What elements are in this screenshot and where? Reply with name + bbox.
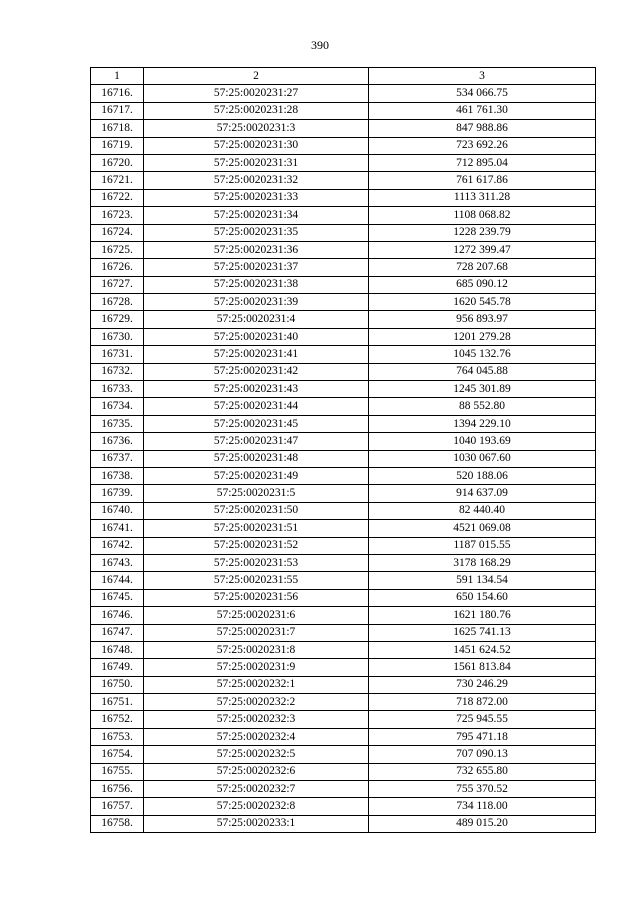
- table-row: [91, 154, 596, 171]
- value-cell: 1621 180.76: [369, 607, 596, 624]
- table-row: [91, 659, 596, 676]
- cadastral-number-cell: 57:25:0020232:5: [144, 746, 369, 763]
- value-cell: 4521 069.08: [369, 520, 596, 537]
- row-number-cell: 16748.: [91, 641, 144, 658]
- value-cell: 1228 239.79: [369, 224, 596, 241]
- table-row: [91, 589, 596, 606]
- cadastral-number-cell: 57:25:0020231:42: [144, 363, 369, 380]
- column-header-number: 1: [91, 68, 144, 85]
- cadastral-number-cell: 57:25:0020231:39: [144, 294, 369, 311]
- row-number-cell: 16737.: [91, 450, 144, 467]
- table-row: [91, 728, 596, 745]
- row-number-cell: 16747.: [91, 624, 144, 641]
- row-number-cell: 16741.: [91, 520, 144, 537]
- cadastral-number-cell: 57:25:0020231:44: [144, 398, 369, 415]
- value-cell: 534 066.75: [369, 85, 596, 102]
- cadastral-number-cell: 57:25:0020231:33: [144, 189, 369, 206]
- cadastral-number-cell: 57:25:0020231:40: [144, 328, 369, 345]
- table-row: [91, 781, 596, 798]
- value-cell: 1272 399.47: [369, 241, 596, 258]
- registry-table: [90, 67, 596, 833]
- value-cell: 1187 015.55: [369, 537, 596, 554]
- table-row: [91, 172, 596, 189]
- value-cell: 730 246.29: [369, 676, 596, 693]
- cadastral-number-cell: 57:25:0020231:34: [144, 207, 369, 224]
- table-row: [91, 398, 596, 415]
- cadastral-number-cell: 57:25:0020231:53: [144, 554, 369, 571]
- value-cell: 685 090.12: [369, 276, 596, 293]
- cadastral-number-cell: 57:25:0020231:51: [144, 520, 369, 537]
- value-cell: 3178 168.29: [369, 554, 596, 571]
- table-row: [91, 363, 596, 380]
- table-body: [91, 85, 596, 833]
- value-cell: 707 090.13: [369, 746, 596, 763]
- value-cell: 1245 301.89: [369, 381, 596, 398]
- table-row: [91, 711, 596, 728]
- table-row: [91, 311, 596, 328]
- row-number-cell: 16728.: [91, 294, 144, 311]
- value-cell: 461 761.30: [369, 102, 596, 119]
- table-row: [91, 641, 596, 658]
- row-number-cell: 16733.: [91, 381, 144, 398]
- value-cell: 956 893.97: [369, 311, 596, 328]
- table-row: [91, 207, 596, 224]
- cadastral-number-cell: 57:25:0020231:47: [144, 433, 369, 450]
- row-number-cell: 16745.: [91, 589, 144, 606]
- table-row: [91, 241, 596, 258]
- row-number-cell: 16756.: [91, 781, 144, 798]
- cadastral-number-cell: 57:25:0020231:55: [144, 572, 369, 589]
- table-header-row: [91, 68, 596, 85]
- table-row: [91, 102, 596, 119]
- value-cell: 1040 193.69: [369, 433, 596, 450]
- row-number-cell: 16754.: [91, 746, 144, 763]
- cadastral-number-cell: 57:25:0020231:50: [144, 502, 369, 519]
- cadastral-number-cell: 57:25:0020231:36: [144, 241, 369, 258]
- row-number-cell: 16717.: [91, 102, 144, 119]
- table-row: [91, 467, 596, 484]
- row-number-cell: 16755.: [91, 763, 144, 780]
- cadastral-number-cell: 57:25:0020231:56: [144, 589, 369, 606]
- value-cell: 723 692.26: [369, 137, 596, 154]
- table-row: [91, 224, 596, 241]
- value-cell: 1030 067.60: [369, 450, 596, 467]
- cadastral-number-cell: 57:25:0020231:32: [144, 172, 369, 189]
- table-row: [91, 520, 596, 537]
- table-row: [91, 624, 596, 641]
- table-row: [91, 554, 596, 571]
- row-number-cell: 16724.: [91, 224, 144, 241]
- value-cell: 1394 229.10: [369, 415, 596, 432]
- row-number-cell: 16750.: [91, 676, 144, 693]
- cadastral-number-cell: 57:25:0020231:37: [144, 259, 369, 276]
- row-number-cell: 16739.: [91, 485, 144, 502]
- table-row: [91, 137, 596, 154]
- value-cell: 88 552.80: [369, 398, 596, 415]
- cadastral-number-cell: 57:25:0020232:1: [144, 676, 369, 693]
- value-cell: 1620 545.78: [369, 294, 596, 311]
- cadastral-number-cell: 57:25:0020231:30: [144, 137, 369, 154]
- table-row: [91, 572, 596, 589]
- cadastral-number-cell: 57:25:0020232:6: [144, 763, 369, 780]
- row-number-cell: 16743.: [91, 554, 144, 571]
- cadastral-number-cell: 57:25:0020231:41: [144, 346, 369, 363]
- value-cell: 728 207.68: [369, 259, 596, 276]
- table-row: [91, 294, 596, 311]
- value-cell: 761 617.86: [369, 172, 596, 189]
- cadastral-number-cell: 57:25:0020232:4: [144, 728, 369, 745]
- table-row: [91, 763, 596, 780]
- table-row: [91, 276, 596, 293]
- cadastral-number-cell: 57:25:0020233:1: [144, 815, 369, 832]
- row-number-cell: 16746.: [91, 607, 144, 624]
- table-row: [91, 85, 596, 102]
- column-header-cadastral: 2: [144, 68, 369, 85]
- cadastral-number-cell: 57:25:0020231:43: [144, 381, 369, 398]
- table-row: [91, 120, 596, 137]
- table-row: [91, 676, 596, 693]
- row-number-cell: 16725.: [91, 241, 144, 258]
- value-cell: 1113 311.28: [369, 189, 596, 206]
- value-cell: 755 370.52: [369, 781, 596, 798]
- table-row: [91, 694, 596, 711]
- table-row: [91, 815, 596, 832]
- row-number-cell: 16751.: [91, 694, 144, 711]
- cadastral-number-cell: 57:25:0020232:3: [144, 711, 369, 728]
- cadastral-number-cell: 57:25:0020231:45: [144, 415, 369, 432]
- value-cell: 1561 813.84: [369, 659, 596, 676]
- value-cell: 489 015.20: [369, 815, 596, 832]
- cadastral-number-cell: 57:25:0020231:38: [144, 276, 369, 293]
- cadastral-number-cell: 57:25:0020231:28: [144, 102, 369, 119]
- table-row: [91, 189, 596, 206]
- row-number-cell: 16736.: [91, 433, 144, 450]
- column-header-value: 3: [369, 68, 596, 85]
- row-number-cell: 16744.: [91, 572, 144, 589]
- table-row: [91, 433, 596, 450]
- row-number-cell: 16727.: [91, 276, 144, 293]
- row-number-cell: 16718.: [91, 120, 144, 137]
- row-number-cell: 16757.: [91, 798, 144, 815]
- value-cell: 1045 132.76: [369, 346, 596, 363]
- row-number-cell: 16753.: [91, 728, 144, 745]
- cadastral-number-cell: 57:25:0020231:6: [144, 607, 369, 624]
- cadastral-number-cell: 57:25:0020231:5: [144, 485, 369, 502]
- row-number-cell: 16752.: [91, 711, 144, 728]
- value-cell: 1201 279.28: [369, 328, 596, 345]
- row-number-cell: 16740.: [91, 502, 144, 519]
- row-number-cell: 16734.: [91, 398, 144, 415]
- cadastral-number-cell: 57:25:0020231:48: [144, 450, 369, 467]
- cadastral-number-cell: 57:25:0020231:31: [144, 154, 369, 171]
- cadastral-number-cell: 57:25:0020231:3: [144, 120, 369, 137]
- value-cell: 1625 741.13: [369, 624, 596, 641]
- row-number-cell: 16716.: [91, 85, 144, 102]
- table-row: [91, 607, 596, 624]
- table-row: [91, 328, 596, 345]
- table-row: [91, 537, 596, 554]
- cadastral-number-cell: 57:25:0020231:52: [144, 537, 369, 554]
- value-cell: 734 118.00: [369, 798, 596, 815]
- row-number-cell: 16722.: [91, 189, 144, 206]
- row-number-cell: 16735.: [91, 415, 144, 432]
- value-cell: 914 637.09: [369, 485, 596, 502]
- value-cell: 847 988.86: [369, 120, 596, 137]
- row-number-cell: 16738.: [91, 467, 144, 484]
- page-number: 390: [311, 38, 329, 52]
- value-cell: 1108 068.82: [369, 207, 596, 224]
- row-number-cell: 16721.: [91, 172, 144, 189]
- value-cell: 591 134.54: [369, 572, 596, 589]
- value-cell: 764 045.88: [369, 363, 596, 380]
- cadastral-number-cell: 57:25:0020232:2: [144, 694, 369, 711]
- row-number-cell: 16729.: [91, 311, 144, 328]
- table-row: [91, 415, 596, 432]
- cadastral-number-cell: 57:25:0020231:7: [144, 624, 369, 641]
- value-cell: 82 440.40: [369, 502, 596, 519]
- value-cell: 795 471.18: [369, 728, 596, 745]
- cadastral-number-cell: 57:25:0020232:7: [144, 781, 369, 798]
- table-row: [91, 502, 596, 519]
- value-cell: 725 945.55: [369, 711, 596, 728]
- row-number-cell: 16749.: [91, 659, 144, 676]
- table-row: [91, 746, 596, 763]
- cadastral-number-cell: 57:25:0020231:35: [144, 224, 369, 241]
- table-row: [91, 259, 596, 276]
- row-number-cell: 16719.: [91, 137, 144, 154]
- row-number-cell: 16730.: [91, 328, 144, 345]
- cadastral-number-cell: 57:25:0020232:8: [144, 798, 369, 815]
- row-number-cell: 16720.: [91, 154, 144, 171]
- row-number-cell: 16731.: [91, 346, 144, 363]
- table-row: [91, 798, 596, 815]
- value-cell: 1451 624.52: [369, 641, 596, 658]
- cadastral-number-cell: 57:25:0020231:49: [144, 467, 369, 484]
- cadastral-number-cell: 57:25:0020231:4: [144, 311, 369, 328]
- table-row: [91, 485, 596, 502]
- table-row: [91, 381, 596, 398]
- row-number-cell: 16732.: [91, 363, 144, 380]
- row-number-cell: 16758.: [91, 815, 144, 832]
- row-number-cell: 16723.: [91, 207, 144, 224]
- cadastral-number-cell: 57:25:0020231:9: [144, 659, 369, 676]
- value-cell: 712 895.04: [369, 154, 596, 171]
- cadastral-number-cell: 57:25:0020231:8: [144, 641, 369, 658]
- row-number-cell: 16742.: [91, 537, 144, 554]
- value-cell: 520 188.06: [369, 467, 596, 484]
- value-cell: 650 154.60: [369, 589, 596, 606]
- row-number-cell: 16726.: [91, 259, 144, 276]
- table-row: [91, 450, 596, 467]
- value-cell: 732 655.80: [369, 763, 596, 780]
- value-cell: 718 872.00: [369, 694, 596, 711]
- cadastral-number-cell: 57:25:0020231:27: [144, 85, 369, 102]
- table-row: [91, 346, 596, 363]
